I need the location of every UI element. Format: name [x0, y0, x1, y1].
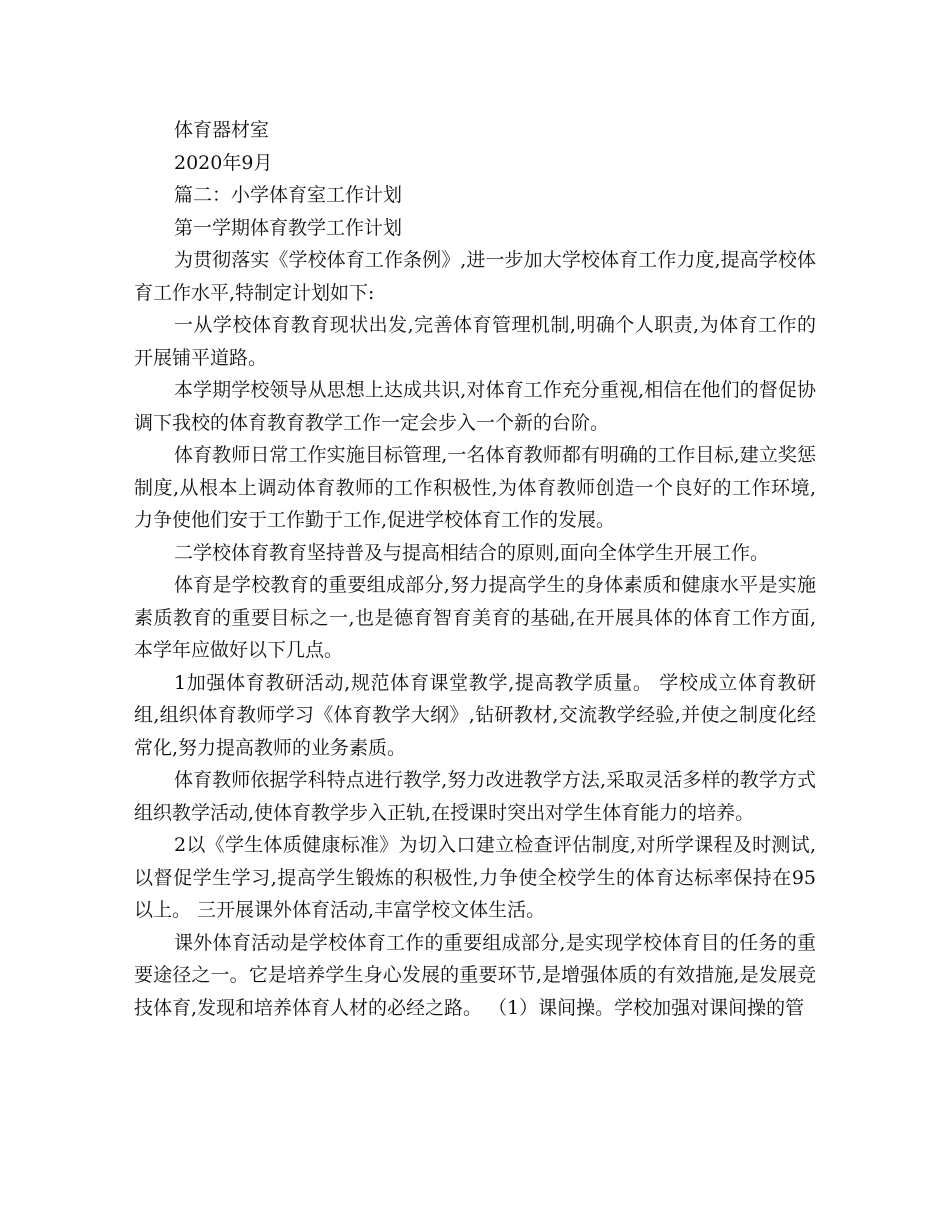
paragraph-teaching-methods: 体育教师依据学科特点进行教学,努力改进教学方法,采取灵活多样的教学方式组织教学活动,使体育教学步入正轨,在授课时突出对学生体育能力的培养。	[134, 769, 816, 824]
paragraph-teaching-research: 1加强体育教研活动,规范体育课堂教学,提高教学质量。 学校成立体育教研组,组织体育教师学习《体育教学大纲》,钻研教材,交流教学经验,并使之制度化经常化,努力提高教师的业务素质。	[134, 671, 816, 759]
header-line-office: 体育器材室	[174, 119, 270, 141]
paragraph-point-one: 一从学校体育教育现状出发,完善体育管理机制,明确个人职责,为体育工作的开展铺平道路。	[134, 314, 816, 369]
paragraph-teacher-management: 体育教师日常工作实施目标管理,一名体育教师都有明确的工作目标,建立奖惩制度,从根本上调动体育教师的工作积极性,为体育教师创造一个良好的工作环境,力争使他们安于工作勤于工作,促进学校体育工作的发展。	[134, 444, 816, 531]
paragraph-leadership: 本学期学校领导从思想上达成共识,对体育工作充分重视,相信在他们的督促协调下我校的体育教育教学工作一定会步入一个新的台阶。	[134, 379, 816, 434]
paragraph-point-two: 二学校体育教育坚持普及与提高相结合的原则,面向全体学生开展工作。	[174, 541, 770, 564]
plan-title: 第一学期体育教学工作计划	[174, 216, 403, 239]
section-title: 篇二：小学体育室工作计划	[174, 184, 403, 206]
paragraph-pe-importance: 体育是学校教育的重要组成部分,努力提高学生的身体素质和健康水平是实施素质教育的重要目标之一,也是德育智育美育的基础,在开展具体的体育工作方面,本学年应做好以下几点。	[134, 574, 816, 661]
paragraph-extracurricular: 课外体育活动是学校体育工作的重要组成部分,是实现学校体育目的任务的重要途径之一。它是培养学生身心发展的重要环节,是增强体质的有效措施,是发展竞技体育,发现和培养体育人材的必经之路。 （1）课间操。学校加强对课间操的管	[134, 931, 816, 1019]
paragraph-health-standard: 2以《学生体质健康标准》为切入口建立检查评估制度,对所学课程及时测试,以督促学生学习,提高学生锻炼的积极性,力争使全校学生的体育达标率保持在95以上。 三开展课外体育活动,丰富学校文体生活。	[134, 834, 816, 921]
paragraph-intro: 为贯彻落实《学校体育工作条例》,进一步加大学校体育工作力度,提高学校体育工作水平,特制定计划如下:	[134, 249, 816, 304]
header-line-date: 2020年9月	[174, 151, 273, 174]
document-body	[134, 114, 816, 1024]
